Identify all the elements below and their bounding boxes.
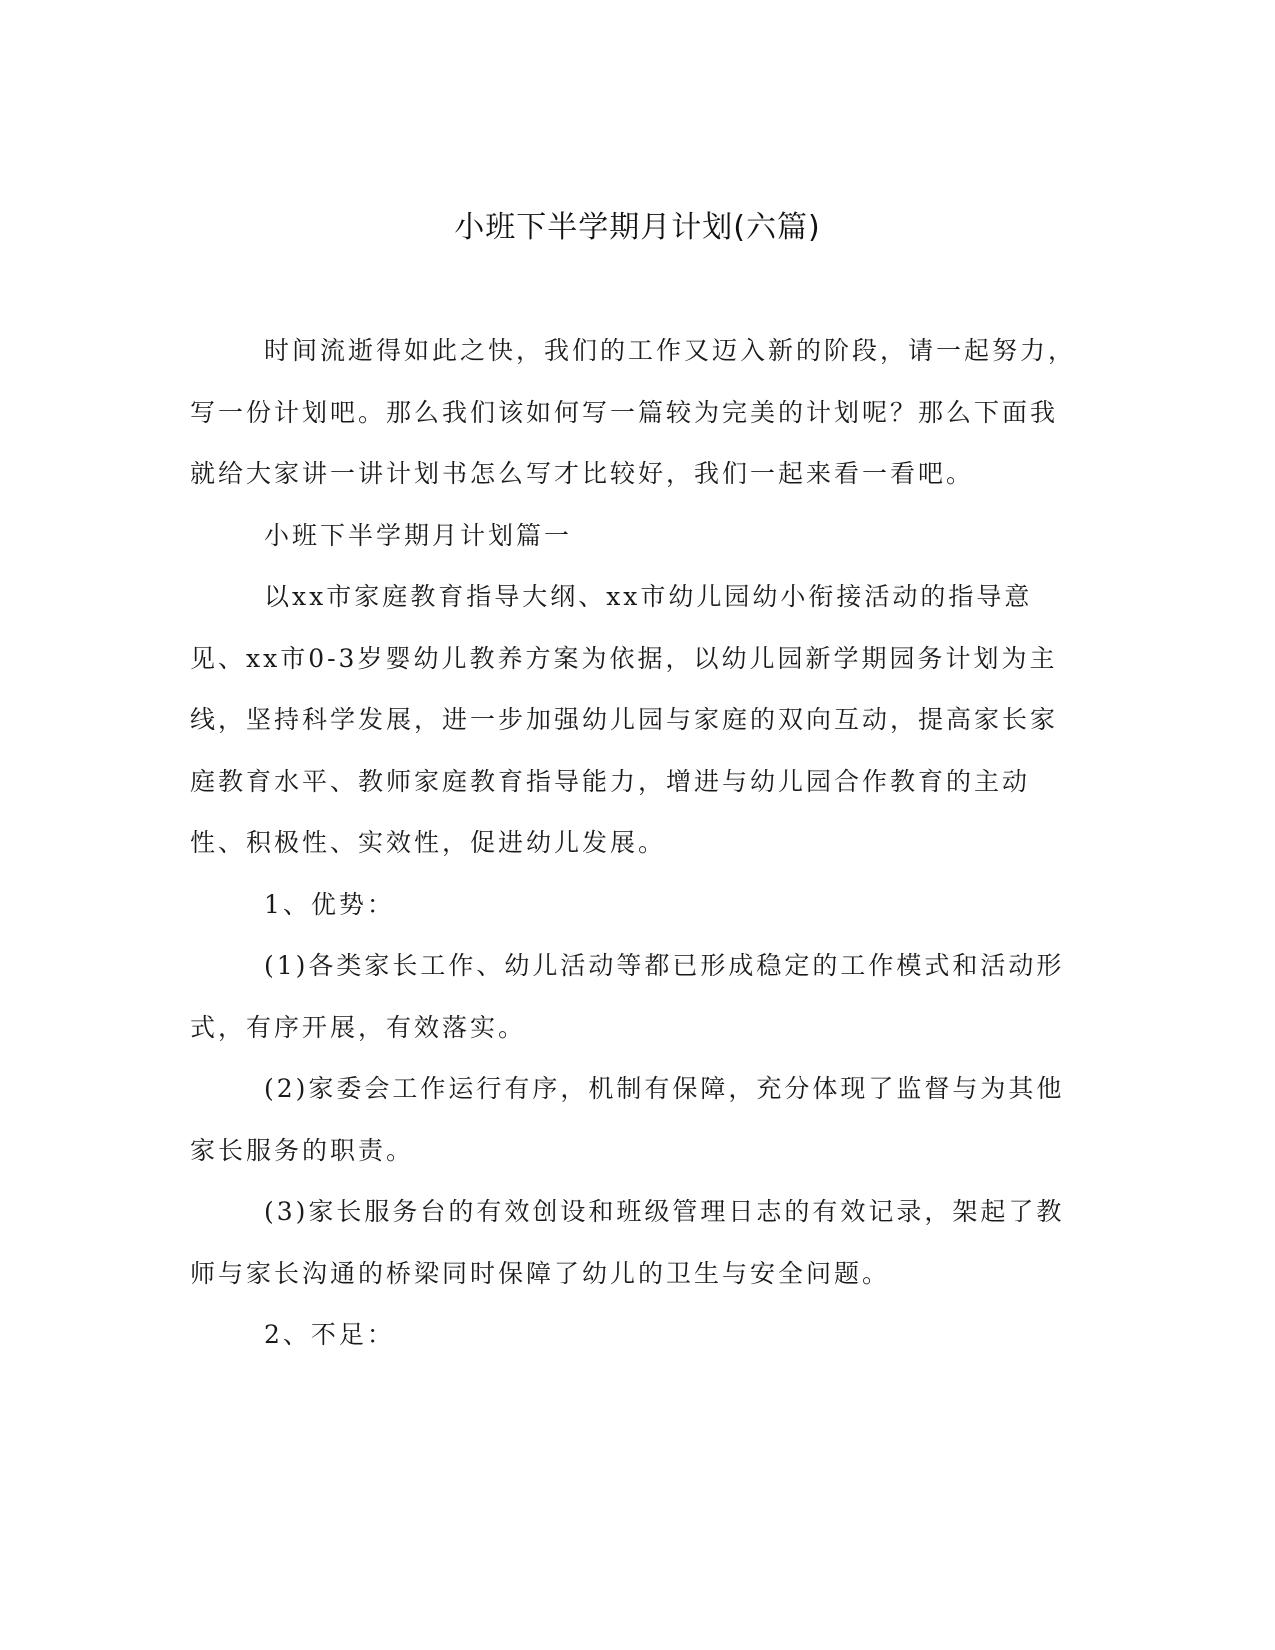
advantage-item-3: (3)家长服务台的有效创设和班级管理日志的有效记录，架起了教师与家长沟通的桥梁同时保障了幼儿的卫生与安全问题。 (190, 1197, 1065, 1288)
advantage-item-1: (1)各类家长工作、幼儿活动等都已形成稳定的工作模式和活动形式，有序开展，有效落实。 (190, 951, 1065, 1042)
shortcomings-heading: 2、不足： (264, 1320, 395, 1349)
document-body (190, 320, 1080, 1366)
guideline-paragraph: 以xx市家庭教育指导大纲、xx市幼儿园幼小衔接活动的指导意见、xx市0-3岁婴幼儿教养方案为依据，以幼儿园新学期园务计划为主线，坚持科学发展，进一步加强幼儿园与家庭的双向互动，提高家长家庭教育水平、教师家庭教育指导能力，增进与幼儿园合作教育的主动性、积极性、实效性，促进幼儿发展。 (190, 582, 1059, 857)
advantages-heading: 1、优势： (264, 889, 395, 919)
advantage-item-2: (2)家委会工作运行有序，机制有保障，充分体现了监督与为其他家长服务的职责。 (190, 1074, 1065, 1165)
document-title: 小班下半学期月计划(六篇) (454, 210, 821, 245)
section-heading: 小班下半学期月计划篇一 (264, 520, 573, 550)
intro-paragraph: 时间流逝得如此之快，我们的工作又迈入新的阶段，请一起努力，写一份计划吧。那么我们该如何写一篇较为完美的计划呢？那么下面我就给大家讲一讲计划书怎么写才比较好，我们一起来看一看吧。 (190, 336, 1077, 488)
